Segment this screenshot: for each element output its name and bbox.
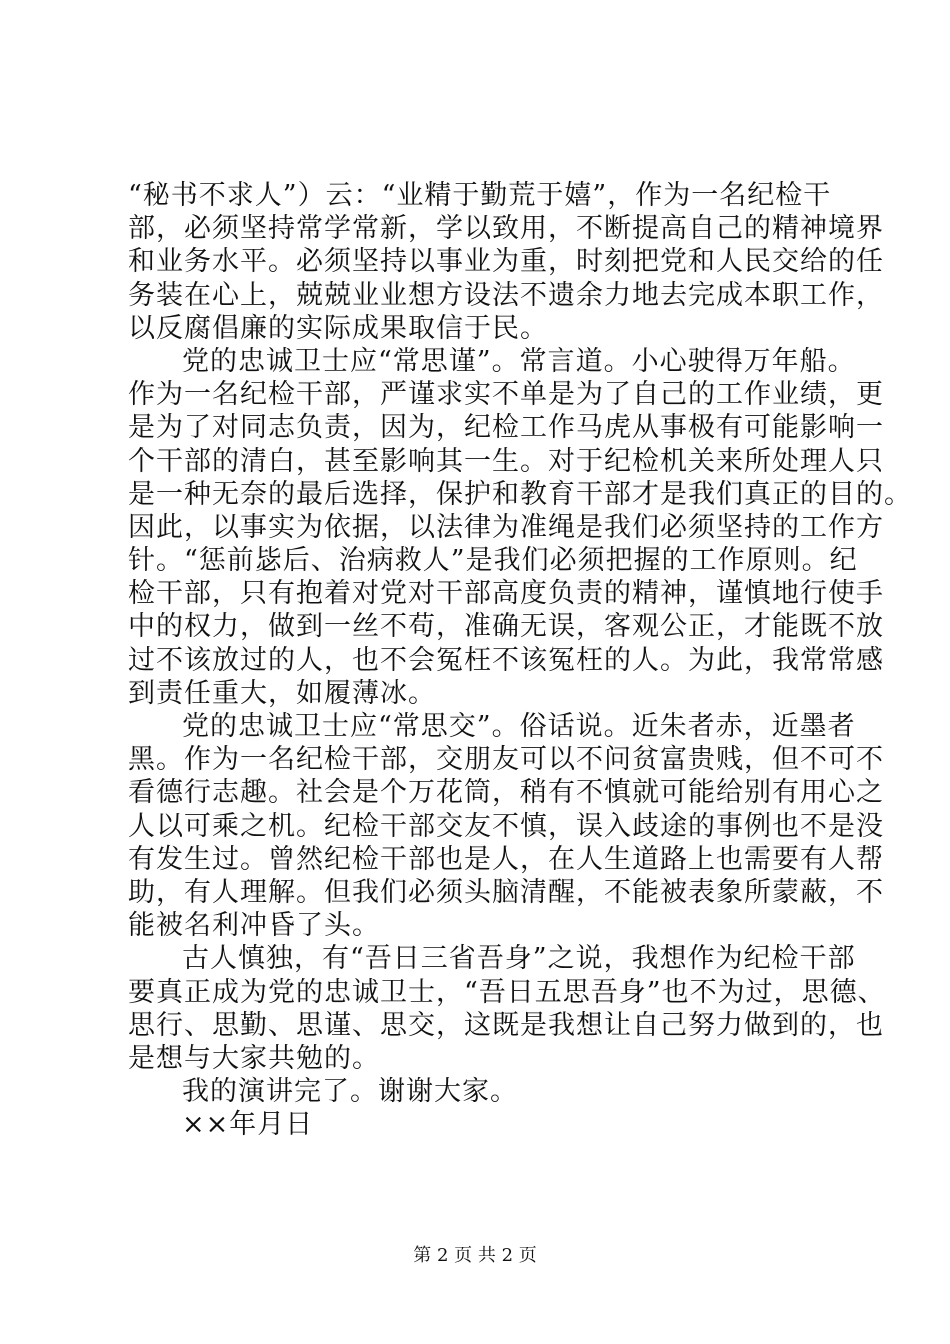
text-line: 到责任重大，如履薄冰。 xyxy=(128,677,436,709)
text-line: 以反腐倡廉的实际成果取信于民。 xyxy=(128,312,548,344)
text-line: 务装在心上，兢兢业业想方设法不遗余力地去完成本职工作， xyxy=(128,279,884,311)
text-line: “秘书不求人”）云：“业精于勤荒于嬉”，作为一名纪检干 xyxy=(128,180,832,211)
text-line: 黑。作为一名纪检干部，交朋友可以不问贫富贵贱，但不可不 xyxy=(128,744,884,776)
page-footer: 第 2 页 共 2 页 xyxy=(413,1245,537,1266)
text-line: 党的忠诚卫士应“常思谨”。常言道。小心驶得万年船。 xyxy=(182,345,856,377)
text-line: 和业务水平。必须坚持以事业为重，时刻把党和人民交给的任 xyxy=(128,246,884,278)
text-line: 人以可乘之机。纪检干部交友不慎，误入歧途的事例也不是没 xyxy=(128,810,884,842)
document-body xyxy=(128,179,912,1141)
text-line: 看德行志趣。社会是个万花筒，稍有不慎就可能给别有用心之 xyxy=(128,777,884,809)
text-line: 要真正成为党的忠诚卫士，“吾日五思吾身”也不为过，思德、 xyxy=(128,976,886,1008)
text-line: 能被名利冲昏了头。 xyxy=(128,910,380,942)
text-line: 因此，以事实为依据，以法律为准绳是我们必须坚持的工作方 xyxy=(128,511,884,543)
text-line: 针。“惩前毖后、治病救人”是我们必须把握的工作原则。纪 xyxy=(128,545,858,577)
text-line: 部，必须坚持常学常新，学以致用，不断提高自己的精神境界 xyxy=(128,213,884,245)
text-line: 是一种无奈的最后选择，保护和教育干部才是我们真正的目的。 xyxy=(128,478,912,510)
text-line: 是想与大家共勉的。 xyxy=(128,1042,380,1074)
text-line: 思行、思勤、思谨、思交，这既是我想让自己努力做到的，也 xyxy=(128,1009,884,1041)
text-line: 有发生过。曾然纪检干部也是人，在人生道路上也需要有人帮 xyxy=(128,843,884,875)
text-line: 我的演讲完了。谢谢大家。 xyxy=(182,1076,518,1108)
text-line: 中的权力，做到一丝不苟，准确无误，客观公正，才能既不放 xyxy=(128,611,884,643)
text-line: 作为一名纪检干部，严谨求实不单是为了自己的工作业绩，更 xyxy=(128,379,884,411)
text-line: ××年月日 xyxy=(182,1109,314,1141)
text-line: 助，有人理解。但我们必须头脑清醒，不能被表象所蒙蔽，不 xyxy=(128,876,884,908)
text-line: 个干部的清白，甚至影响其一生。对于纪检机关来所处理人只 xyxy=(128,445,884,477)
text-line: 过不该放过的人，也不会冤枉不该冤枉的人。为此，我常常感 xyxy=(128,644,884,676)
text-line: 检干部，只有抱着对党对干部高度负责的精神，谨慎地行使手 xyxy=(128,578,884,610)
text-line: 古人慎独，有“吾日三省吾身”之说，我想作为纪检干部 xyxy=(182,943,856,975)
text-line: 党的忠诚卫士应“常思交”。俗话说。近朱者赤，近墨者 xyxy=(182,711,856,742)
text-line: 是为了对同志负责，因为，纪检工作马虎从事极有可能影响一 xyxy=(128,412,884,444)
